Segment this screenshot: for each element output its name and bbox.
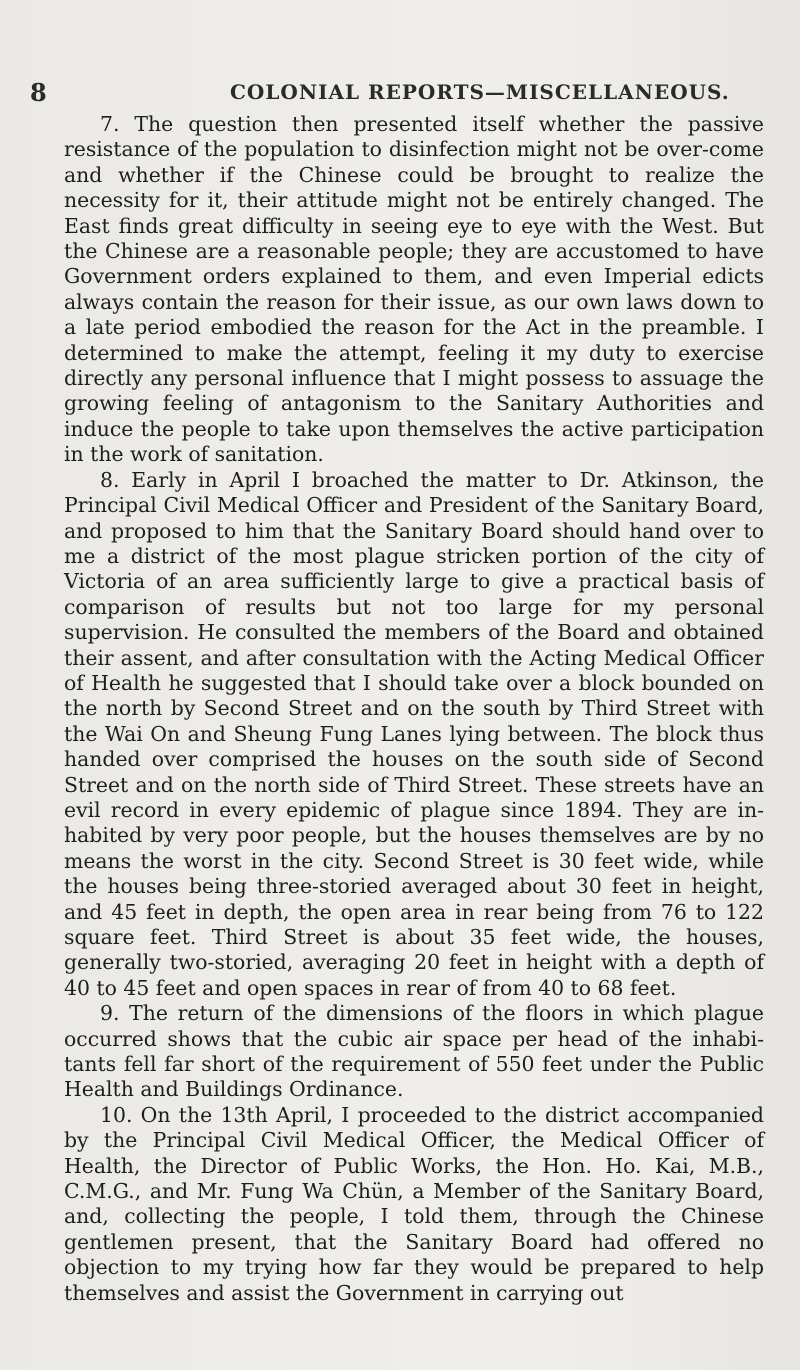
paragraph-7: 7. The question then presented itself whether the passive resistance of the population to disinfection might not be over-come and whether if the Chinese could be brought to realize the necessity for it, their attitude might not be entirely changed. The East finds great difficulty in seeing eye to eye with the West. But the Chinese are a reasonable people; they are accustomed to have Government orders explained to them, and even Imperial edicts always contain the reason for their issue, as our own laws down to a late period embodied the reason for the Act in the preamble. I determined to make the attempt, feeling it my duty to exercise directly any personal influence that I might possess to assuage the growing feeling of antagonism to the Sanitary Authorities and induce the people to take upon themselves the active participation in the work of sanitation. — [64, 112, 764, 467]
paragraph-8: 8. Early in April I broached the matter to Dr. Atkinson, the Principal Civil Medical Officer and President of the Sanitary Board, and proposed to him that the Sanitary Board should hand over to me a district of the most plague stricken portion of the city of Victoria of an area sufficiently large to give a practical basis of comparison of results but not too large for my personal supervision. He consulted the members of the Board and obtained their assent, and after consultation with the Acting Medical Officer of Health he suggested that I should take over a block bounded on the north by Second Street and on the south by Third Street with the Wai On and Sheung Fung Lanes lying between. The block thus handed over comprised the houses on the south side of Second Street and on the north side of Third Street. These streets have an evil record in every epidemic of plague since 1894. They are in-habited by very poor people, but the houses themselves are by no means the worst in the city. Second Street is 30 feet wide, while the houses being three-storied averaged about 30 feet in height, and 45 feet in depth, the open area in rear being from 76 to 122 square feet. Third Street is about 35 feet wide, the houses, generally two-storied, averaging 20 feet in height with a depth of 40 to 45 feet and open spaces in rear of from 40 to 68 feet. — [64, 467, 764, 1000]
page-header — [30, 78, 770, 108]
paragraph-9: 9. The return of the dimensions of the floors in which plague occurred shows that the cubic air space per head of the inhabi-tants fell far short of the requirement of 550 feet under the Public Health and Buildings Ordinance. — [64, 1001, 764, 1102]
body-text — [64, 112, 764, 1306]
page-number: 8 — [30, 78, 47, 107]
running-head: COLONIAL REPORTS—MISCELLANEOUS. — [230, 80, 730, 104]
paragraph-10: 10. On the 13th April, I proceeded to the district accompanied by the Principal Civil Medical Officer, the Medical Officer of Health, the Director of Public Works, the Hon. Ho. Kai, M.B., C.M.G., and Mr. Fung Wa Chün, a Member of the Sanitary Board, and, collecting the people, I told them, through the Chinese gentlemen present, that the Sanitary Board had offered no objection to my trying how far they would be prepared to help themselves and assist the Government in carrying out — [64, 1102, 764, 1305]
